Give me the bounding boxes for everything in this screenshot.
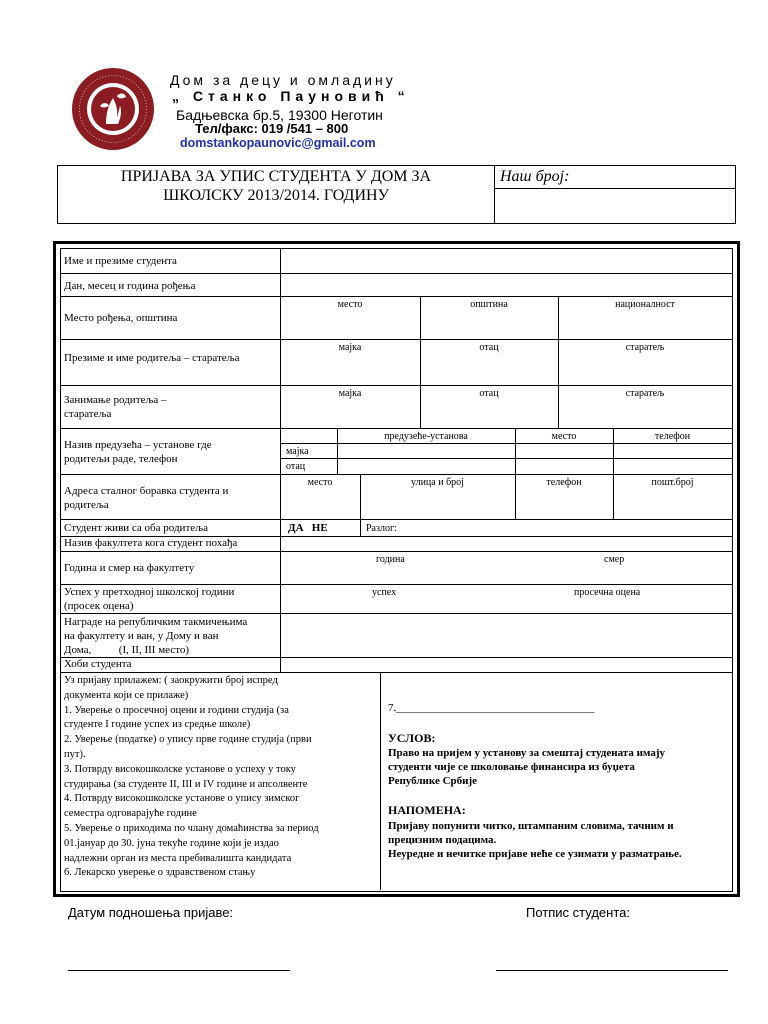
- org-name-line1: Дом за децу и омладину: [170, 72, 396, 88]
- hobby-field[interactable]: [281, 658, 732, 672]
- col-company-phone: телефон: [654, 431, 691, 442]
- org-address: Бадњевска бр.5, 19300 Неготин: [176, 107, 383, 123]
- note-line-3: Неуредне и нечитке пријаве неће се узимати у разматрање.: [388, 848, 682, 860]
- attachment-line: 6. Лекарско уверење о здравственом стању: [64, 867, 256, 879]
- birthdate-field[interactable]: [281, 274, 732, 296]
- reason-label: Разлог:: [366, 523, 397, 534]
- label-occupation-1: Занимање родитеља –: [64, 394, 167, 406]
- col-birthplace-municipality: општина: [470, 299, 508, 310]
- attachment-line: документа који се прилаже): [64, 689, 189, 701]
- attachments-list: [64, 674, 379, 881]
- attachment-line: Уз пријаву прилажем: ( заокружити број испред: [64, 675, 278, 686]
- title-box: [57, 165, 495, 224]
- label-birthplace: Место рођења, општина: [64, 312, 178, 324]
- col-address-postcode: пошт.број: [651, 477, 694, 488]
- col-year: година: [376, 554, 405, 565]
- col-address-phone: телефон: [546, 477, 582, 488]
- label-company-1: Назив предузећа – установе где: [64, 439, 212, 451]
- attachment-line: 2. Уверење (податке) о упису прве године студија (први: [64, 734, 312, 746]
- org-phone: Тел/факс: 019 /541 – 800: [195, 121, 349, 136]
- condition-line-1: Право на пријем у установу за смештај студената имају: [388, 747, 665, 759]
- col-parent-mother: мајка: [338, 342, 362, 353]
- label-faculty: Назив факултета кога студент похађа: [64, 537, 238, 549]
- attachment-item-7[interactable]: 7.____________________________________: [388, 702, 595, 714]
- title-line2: ШКОЛСКУ 2013/2014. ГОДИНУ: [163, 187, 389, 204]
- label-hobby: Хоби студента: [64, 658, 132, 670]
- row-company-father: отац: [286, 461, 306, 472]
- col-company-name: предузеће-установа: [384, 431, 468, 442]
- student-name-field[interactable]: [281, 249, 732, 273]
- note-line-2: прецизним подацима.: [388, 834, 497, 846]
- label-success-2: (просек оцена): [64, 600, 134, 612]
- institution-logo: [70, 66, 156, 152]
- label-awards-1: Награде на републичким такмичењима: [64, 616, 248, 628]
- col-nationality: националност: [615, 299, 675, 310]
- faculty-field[interactable]: [281, 537, 732, 551]
- label-birthdate: Дан, месец и година рођења: [64, 280, 196, 292]
- attachment-line: 3. Потврду високошколске установе о успеху у току: [64, 763, 296, 775]
- condition-title: УСЛОВ:: [388, 731, 436, 745]
- label-student-name: Име и презиме студента: [64, 255, 177, 267]
- condition-line-2: студенти чије се школовање финансира из буџета: [388, 761, 635, 773]
- yes-no-choice[interactable]: ДА НЕ: [288, 522, 328, 534]
- col-address-place: место: [307, 477, 333, 488]
- signature-label: Потпис студента:: [526, 905, 630, 920]
- attachment-line: 5. Уверење о приходима по члану домаћинства за период: [64, 822, 319, 834]
- col-address-street: улица и број: [411, 477, 464, 488]
- col-major: смер: [604, 554, 625, 565]
- attachment-line: пут).: [64, 748, 86, 760]
- application-form: [53, 241, 740, 897]
- our-number-field[interactable]: [494, 189, 735, 223]
- signature-line[interactable]: [496, 970, 728, 971]
- attachment-line: семестра одговарајуће године: [64, 808, 197, 820]
- label-year-major: Година и смер на факултету: [64, 562, 195, 574]
- col-company-place: место: [551, 431, 577, 442]
- col-parent-guardian: старатељ: [625, 342, 665, 353]
- attachment-line: студенте I године успех из средње школе): [64, 719, 251, 731]
- attachment-line: 1. Уверење о просечној оцени и години студија (за: [64, 704, 289, 716]
- label-awards-3: Дома, (I, II, III место): [64, 644, 190, 656]
- label-address-1: Адреса сталног боравка студента и: [64, 485, 229, 497]
- attachment-line: надлежни орган из места пребивалишта кандидата: [64, 852, 292, 864]
- col-average-grade: просечна оцена: [574, 587, 641, 598]
- label-company-2: родитељи раде, телефон: [64, 453, 178, 465]
- title-line1: ПРИЈАВА ЗА УПИС СТУДЕНТА У ДОМ ЗА: [120, 168, 432, 185]
- org-email-link[interactable]: domstankopaunovic@gmail.com: [180, 136, 376, 150]
- date-line[interactable]: [68, 970, 290, 971]
- col-occupation-father: отац: [479, 388, 499, 399]
- our-number-box: [494, 165, 736, 224]
- label-success-1: Успех у претходној школској години: [64, 586, 235, 598]
- attachment-line: студирања (за студенте II, III и IV године и апсолвенте: [64, 778, 308, 790]
- attachment-line: 01.јануар до 30. јуна текуће године који је издао: [64, 837, 279, 849]
- label-awards-2: на факултету и ван, у Дому и ван: [64, 630, 219, 642]
- submission-date-label: Датум подношења пријаве:: [68, 905, 234, 920]
- condition-line-3: Републике Србије: [388, 775, 478, 787]
- our-number-label: Наш број:: [500, 168, 570, 185]
- attachment-line: 4. Потврду високошколске установе о упису зимског: [64, 793, 300, 805]
- col-occupation-mother: мајка: [338, 388, 362, 399]
- col-parent-father: отац: [479, 342, 499, 353]
- col-birthplace-place: место: [337, 299, 363, 310]
- awards-field[interactable]: [281, 614, 732, 657]
- note-line-1: Пријаву попунити читко, штампаним словима, тачним и: [388, 820, 674, 832]
- note-title: НАПОМЕНА:: [388, 803, 466, 817]
- label-parent-name: Презиме и име родитеља – старатеља: [64, 352, 240, 364]
- label-occupation-2: старатеља: [64, 408, 112, 420]
- col-occupation-guardian: старатељ: [625, 388, 665, 399]
- label-both-parents: Студент живи са оба родитеља: [64, 522, 209, 534]
- col-success: успех: [372, 587, 397, 598]
- label-address-2: родитеља: [64, 499, 109, 511]
- row-company-mother: мајка: [286, 446, 309, 457]
- org-name-line2: „ Станко Пауновић “: [172, 88, 410, 104]
